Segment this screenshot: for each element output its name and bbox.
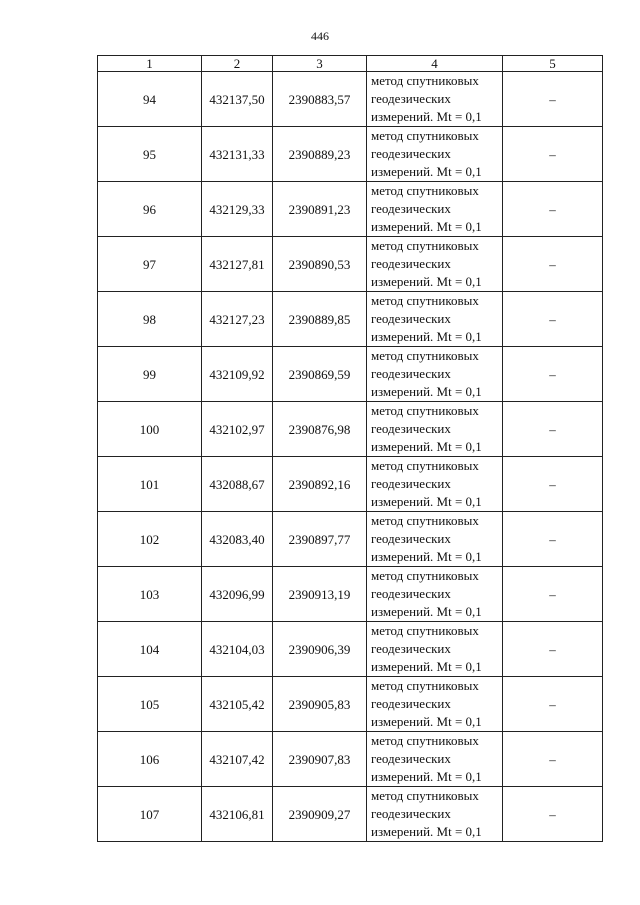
y-coordinate-cell: 2390897,77	[273, 512, 367, 567]
column-header-3: 3	[273, 56, 367, 72]
note-cell: –	[503, 787, 603, 842]
method-text-line: геодезических	[371, 146, 451, 161]
method-text-line: метод спутниковых	[371, 293, 479, 308]
method-text-line: измерений. Mt = 0,1	[371, 659, 482, 674]
note-cell: –	[503, 237, 603, 292]
point-number-cell: 99	[98, 347, 202, 402]
method-text-line: метод спутниковых	[371, 128, 479, 143]
note-cell: –	[503, 732, 603, 787]
point-number-cell: 107	[98, 787, 202, 842]
method-text-line: измерений. Mt = 0,1	[371, 439, 482, 454]
method-text-line: метод спутниковых	[371, 733, 479, 748]
y-coordinate-cell: 2390869,59	[273, 347, 367, 402]
y-coordinate-cell: 2390892,16	[273, 457, 367, 512]
point-number-cell: 101	[98, 457, 202, 512]
y-coordinate-cell: 2390891,23	[273, 182, 367, 237]
method-text-line: измерений. Mt = 0,1	[371, 769, 482, 784]
x-coordinate-cell: 432106,81	[202, 787, 273, 842]
method-text-line: метод спутниковых	[371, 788, 479, 803]
method-cell	[367, 292, 503, 347]
x-coordinate-cell: 432104,03	[202, 622, 273, 677]
method-text-line: измерений. Mt = 0,1	[371, 494, 482, 509]
x-coordinate-cell: 432102,97	[202, 402, 273, 457]
method-text-line: измерений. Mt = 0,1	[371, 329, 482, 344]
column-header-4: 4	[367, 56, 503, 72]
point-number-cell: 97	[98, 237, 202, 292]
column-header-2: 2	[202, 56, 273, 72]
method-text-line: геодезических	[371, 201, 451, 216]
x-coordinate-cell: 432088,67	[202, 457, 273, 512]
x-coordinate-cell: 432137,50	[202, 72, 273, 127]
y-coordinate-cell: 2390906,39	[273, 622, 367, 677]
x-coordinate-cell: 432127,23	[202, 292, 273, 347]
column-header-1: 1	[98, 56, 202, 72]
method-text-line: геодезических	[371, 696, 451, 711]
table-row	[98, 237, 603, 292]
x-coordinate-cell: 432127,81	[202, 237, 273, 292]
method-text-line: геодезических	[371, 311, 451, 326]
table-row	[98, 347, 603, 402]
table-row	[98, 127, 603, 182]
method-text-line: метод спутниковых	[371, 458, 479, 473]
note-cell: –	[503, 72, 603, 127]
method-text-line: метод спутниковых	[371, 513, 479, 528]
method-text-line: метод спутниковых	[371, 348, 479, 363]
method-cell	[367, 457, 503, 512]
table-row	[98, 622, 603, 677]
method-cell	[367, 182, 503, 237]
note-cell: –	[503, 402, 603, 457]
method-cell	[367, 127, 503, 182]
y-coordinate-cell: 2390889,23	[273, 127, 367, 182]
method-cell	[367, 347, 503, 402]
method-cell	[367, 402, 503, 457]
method-text-line: геодезических	[371, 91, 451, 106]
x-coordinate-cell: 432107,42	[202, 732, 273, 787]
column-header-5: 5	[503, 56, 603, 72]
note-cell: –	[503, 292, 603, 347]
method-text-line: метод спутниковых	[371, 623, 479, 638]
method-text-line: геодезических	[371, 641, 451, 656]
point-number-cell: 95	[98, 127, 202, 182]
note-cell: –	[503, 622, 603, 677]
method-text-line: метод спутниковых	[371, 568, 479, 583]
method-text-line: измерений. Mt = 0,1	[371, 714, 482, 729]
y-coordinate-cell: 2390890,53	[273, 237, 367, 292]
method-cell	[367, 787, 503, 842]
method-text-line: измерений. Mt = 0,1	[371, 219, 482, 234]
note-cell: –	[503, 182, 603, 237]
method-text-line: геодезических	[371, 531, 451, 546]
y-coordinate-cell: 2390905,83	[273, 677, 367, 732]
method-text-line: геодезических	[371, 421, 451, 436]
method-text-line: измерений. Mt = 0,1	[371, 549, 482, 564]
method-text-line: геодезических	[371, 586, 451, 601]
table-body	[98, 56, 603, 842]
method-cell	[367, 567, 503, 622]
y-coordinate-cell: 2390889,85	[273, 292, 367, 347]
note-cell: –	[503, 567, 603, 622]
method-text-line: измерений. Mt = 0,1	[371, 164, 482, 179]
table-row	[98, 292, 603, 347]
point-number-cell: 102	[98, 512, 202, 567]
method-text-line: измерений. Mt = 0,1	[371, 274, 482, 289]
method-text-line: метод спутниковых	[371, 238, 479, 253]
point-number-cell: 106	[98, 732, 202, 787]
point-number-cell: 94	[98, 72, 202, 127]
point-number-cell: 100	[98, 402, 202, 457]
table-row	[98, 402, 603, 457]
table-row	[98, 457, 603, 512]
coordinates-table	[97, 55, 603, 842]
y-coordinate-cell: 2390909,27	[273, 787, 367, 842]
method-text-line: метод спутниковых	[371, 678, 479, 693]
table-row	[98, 732, 603, 787]
y-coordinate-cell: 2390883,57	[273, 72, 367, 127]
point-number-cell: 103	[98, 567, 202, 622]
table-row	[98, 787, 603, 842]
header-row	[98, 56, 603, 72]
y-coordinate-cell: 2390876,98	[273, 402, 367, 457]
page-number: 446	[311, 29, 329, 43]
method-text-line: геодезических	[371, 751, 451, 766]
table-row	[98, 72, 603, 127]
method-text-line: измерений. Mt = 0,1	[371, 604, 482, 619]
table-row	[98, 677, 603, 732]
method-text-line: геодезических	[371, 366, 451, 381]
method-text-line: метод спутниковых	[371, 73, 479, 88]
note-cell: –	[503, 127, 603, 182]
table-row	[98, 567, 603, 622]
point-number-cell: 98	[98, 292, 202, 347]
note-cell: –	[503, 512, 603, 567]
point-number-cell: 104	[98, 622, 202, 677]
x-coordinate-cell: 432096,99	[202, 567, 273, 622]
method-text-line: метод спутниковых	[371, 183, 479, 198]
point-number-cell: 105	[98, 677, 202, 732]
method-text-line: измерений. Mt = 0,1	[371, 384, 482, 399]
x-coordinate-cell: 432109,92	[202, 347, 273, 402]
method-text-line: геодезических	[371, 476, 451, 491]
method-text-line: геодезических	[371, 806, 451, 821]
table-row	[98, 182, 603, 237]
y-coordinate-cell: 2390907,83	[273, 732, 367, 787]
method-text-line: измерений. Mt = 0,1	[371, 824, 482, 839]
method-cell	[367, 512, 503, 567]
method-text-line: измерений. Mt = 0,1	[371, 109, 482, 124]
x-coordinate-cell: 432083,40	[202, 512, 273, 567]
method-cell	[367, 732, 503, 787]
method-text-line: геодезических	[371, 256, 451, 271]
method-cell	[367, 72, 503, 127]
note-cell: –	[503, 677, 603, 732]
x-coordinate-cell: 432129,33	[202, 182, 273, 237]
method-cell	[367, 622, 503, 677]
point-number-cell: 96	[98, 182, 202, 237]
method-text-line: метод спутниковых	[371, 403, 479, 418]
x-coordinate-cell: 432131,33	[202, 127, 273, 182]
method-cell	[367, 677, 503, 732]
method-cell	[367, 237, 503, 292]
note-cell: –	[503, 347, 603, 402]
x-coordinate-cell: 432105,42	[202, 677, 273, 732]
y-coordinate-cell: 2390913,19	[273, 567, 367, 622]
table-row	[98, 512, 603, 567]
note-cell: –	[503, 457, 603, 512]
